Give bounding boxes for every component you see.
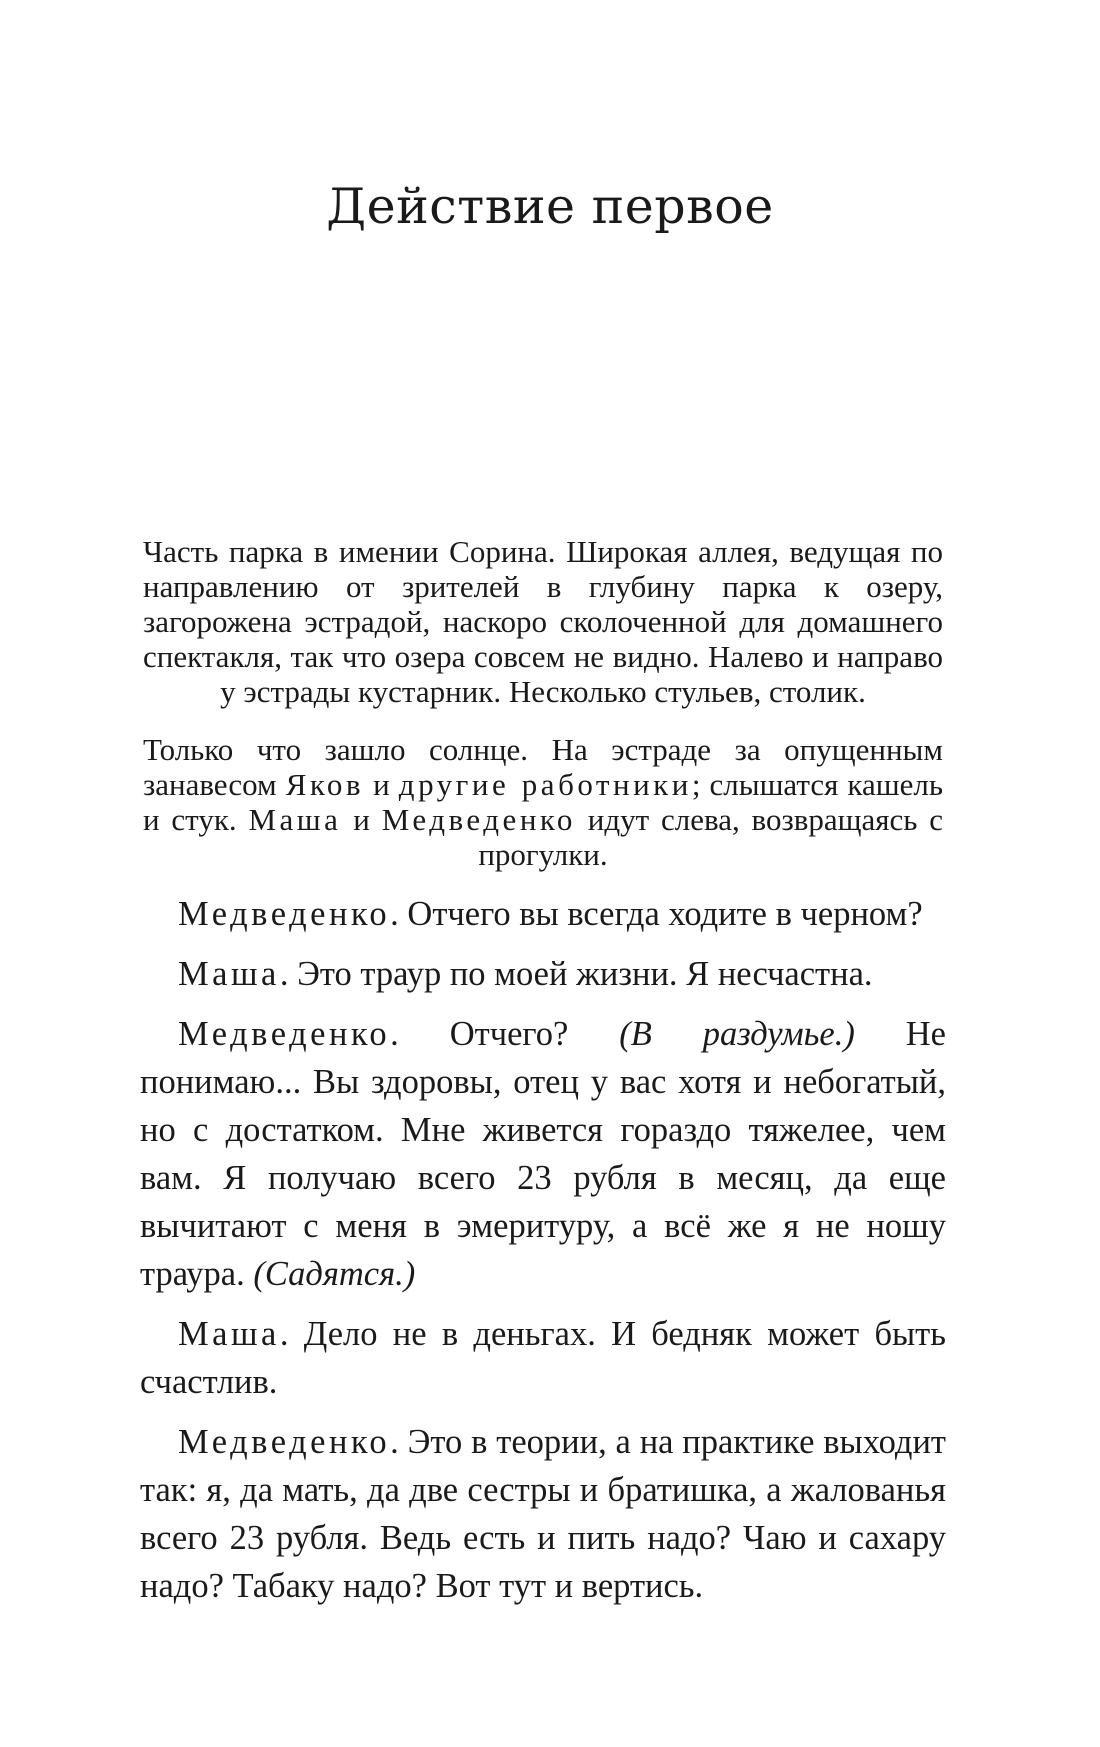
line-text: . Отчего вы всегда ходите в черном? bbox=[390, 895, 923, 933]
line-text: Не понимаю... Вы здоровы, отец у вас хотя и небогатый, но с достатком. Мне живется гораздо тяжелее, чем вам. Я получаю всего 23 рубля в месяц, да еще вычитают с меня в эмеритуру, а всё же я не ношу траура. bbox=[140, 1015, 946, 1293]
speaker-name: Медведенко bbox=[178, 1015, 391, 1053]
dialogue-line bbox=[140, 1310, 946, 1406]
dialogue-line bbox=[140, 890, 946, 938]
character-name: Яков bbox=[285, 767, 365, 802]
character-name: Маша bbox=[248, 802, 342, 837]
dialogue-line bbox=[140, 1010, 946, 1298]
dialogue-line bbox=[140, 1418, 946, 1610]
line-text: . Это в теории, а на практике выходит так: я, да мать, да две сестры и братишка, а жалованья всего 23 рубля. Ведь есть и пить надо? Чаю и сахару надо? Табаку надо? Вот тут и вертись. bbox=[140, 1423, 946, 1605]
character-name: Медведенко bbox=[381, 802, 576, 837]
speaker-name: Медведенко bbox=[178, 1423, 391, 1461]
dialogue bbox=[140, 890, 946, 1622]
line-text: . Дело не в деньгах. И бедняк может быть счастлив. bbox=[140, 1315, 946, 1401]
dialogue-line bbox=[140, 950, 946, 998]
stage-direction-setting: Часть парка в имении Сорина. Широкая аллея, ведущая по направлению от зрителей в глубину парка к озеру, загорожена эстрадой, наскоро сколоченной для домашнего спектакля, так что озера совсем не видно. Налево и направо у эстрады кустарник. Несколько стульев, столик. bbox=[143, 534, 943, 709]
stage-remark: (В раздумье.) bbox=[619, 1015, 855, 1053]
stage-remark: (Садятся.) bbox=[253, 1255, 416, 1293]
line-text: . Это траур по моей жизни. Я несчастна. bbox=[279, 955, 873, 993]
act-title: Действие первое bbox=[326, 178, 774, 235]
speaker-name: Медведенко bbox=[178, 895, 391, 933]
line-text: . Отчего? bbox=[390, 1015, 620, 1053]
speaker-name: Маша bbox=[178, 1315, 280, 1353]
speaker-name: Маша bbox=[178, 955, 280, 993]
stage-direction-opening: Только что зашло солнце. На эстраде за опущенным занавесом Яков и другие работники; слышатся кашель и стук. Маша и Медведенко идут слева, возвращаясь с прогулки. bbox=[143, 732, 944, 872]
character-name: другие работники bbox=[398, 767, 692, 802]
